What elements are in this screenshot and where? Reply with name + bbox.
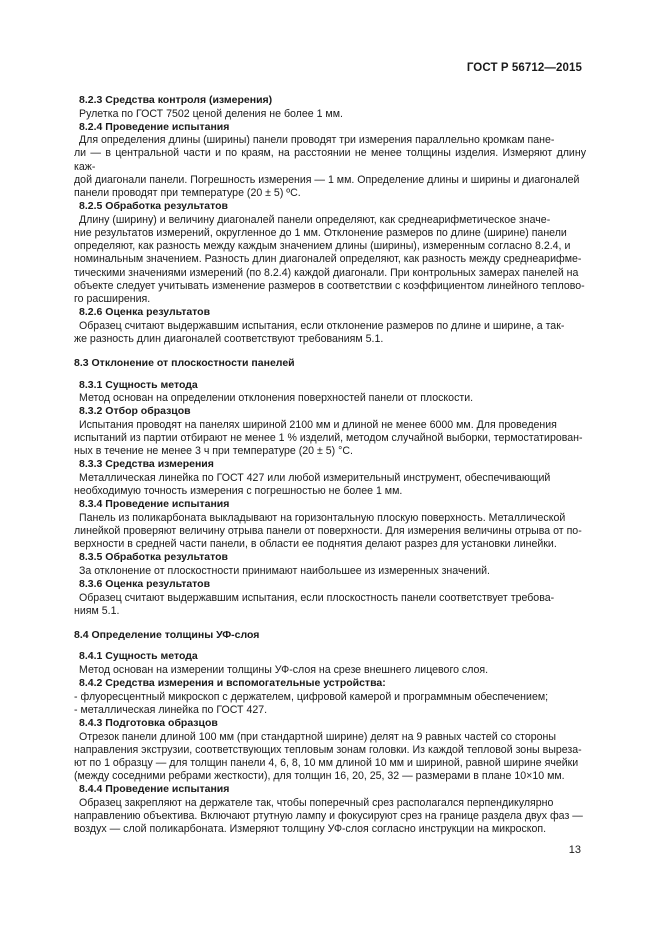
- subsection-heading: 8.4.4 Проведение испытания: [79, 783, 230, 796]
- subsection-heading: 8.3.2 Отбор образцов: [79, 405, 191, 418]
- subsection-heading: 8.4.2 Средства измерения и вспомогательные устройства:: [79, 677, 386, 690]
- subsection-heading: 8.3.4 Проведение испытания: [79, 498, 230, 511]
- subsection-heading: 8.3.6 Оценка результатов: [79, 578, 211, 591]
- subsection-heading: 8.2.6 Оценка результатов: [79, 306, 211, 319]
- paragraph: Для определения длины (ширины) панели проводят три измерения параллельно кромкам пане- ли — в центральной части и по краям, на расстоянии не менее толщины изделия. Измеряют длину каж- дой диагонали панели. Погрешность измерения — 1 мм. Определение длины и ширины и диагоналей панели проводят при температуре (20 ± 5) ºС.: [74, 134, 586, 200]
- paragraph: Металлическая линейка по ГОСТ 427 или любой измерительный инструмент, обеспечивающий необходимую точность измерения с погрешностью не более 1 мм.: [74, 471, 551, 498]
- list-item: - флуоресцентный микроскоп с держателем, цифровой камерой и программным обеспечением;: [74, 690, 549, 703]
- subsection-heading: 8.4.1 Сущность метода: [79, 650, 198, 663]
- subsection-heading: 8.2.4 Проведение испытания: [79, 120, 230, 133]
- subsection-heading: 8.3.3 Средства измерения: [79, 458, 214, 471]
- standard-header: ГОСТ Р 56712—2015: [466, 62, 582, 74]
- section-heading: 8.3 Отклонение от плоскостности панелей: [74, 357, 295, 370]
- section-heading: 8.4 Определение толщины УФ-слоя: [74, 628, 260, 641]
- paragraph: Образец считают выдержавшим испытания, если отклонение размеров по длине и ширине, а так- же разность длин диагоналей соответствуют требованиям 5.1.: [74, 319, 565, 345]
- paragraph: Метод основан на определении отклонения поверхностей панели от плоскости.: [79, 392, 474, 405]
- subsection-heading: 8.4.3 Подготовка образцов: [79, 717, 218, 730]
- subsection-heading: 8.2.3 Средства контроля (измерения): [79, 94, 273, 106]
- paragraph: Образец закрепляют на держателе так, чтобы поперечный срез располагался перпендикулярно направлению объектива. Включают ртутную лампу и фокусируют срез на границе раздела двух фаз — воздух — слой поликарбоната. Измеряют толщину УФ-слоя согласно инструкции на микроскоп.: [74, 796, 583, 836]
- paragraph: Испытания проводят на панелях шириной 2100 мм и длиной не менее 6000 мм. Для проведения испытаний из партии отбирают не менее 1 % изделий, методом случайной выборки, термостатирован- ных в течение не менее 3 ч при температуре (20 ± 5) °С.: [74, 418, 583, 458]
- document-body: [74, 94, 586, 837]
- list-item: - металлическая линейка по ГОСТ 427.: [74, 703, 268, 716]
- page-number: 13: [568, 844, 581, 856]
- paragraph: За отклонение от плоскостности принимают наибольшее из измеренных значений.: [79, 564, 490, 577]
- paragraph: Рулетка по ГОСТ 7502 ценой деления не более 1 мм.: [79, 107, 343, 120]
- paragraph: Длину (ширину) и величину диагоналей панели определяют, как среднеарифметическое значе- ние результатов измерений, округленное до 1 мм. Отклонение размеров по длине (ширине) панели определяют, как разность между каждым значением длины (ширины), измеренным согласно 8.2.4, и номинальным значением. Разность длин диагоналей определяют, как разность между среднеарифме- тическими значениями измерений (по 8.2.4) каждой диагонали. При контрольных замерах панелей на объекте следует учитывать изменение размеров в соответствии с коэффициентом линейного теплово- го расширения.: [74, 213, 585, 305]
- paragraph: Панель из поликарбоната выкладывают на горизонтальную плоскую поверхность. Металлической линейкой проверяют величину отрыва панели от поверхности. Для измерения величины отрыва от по- верхности в средней части панели, в области ее поднятия делают разрез для установки линейки.: [74, 511, 582, 551]
- paragraph: Образец считают выдержавшим испытания, если плоскостность панели соответствует требова- ниям 5.1.: [74, 591, 555, 617]
- subsection-heading: 8.2.5 Обработка результатов: [79, 200, 228, 213]
- subsection-heading: 8.3.5 Обработка результатов: [79, 551, 228, 564]
- paragraph: Отрезок панели длиной 100 мм (при стандартной ширине) делят на 9 равных частей со стороны направления экструзии, соответствующих тепловым зонам головки. Из каждой тепловой зоны выреза- ют по 1 образцу — для толщин панели 4, 6, 8, 10 мм длиной 10 мм и шириной, равной ширине ячейки (между соседними ребрами жесткости), для толщин 16, 20, 25, 32 — размерами в плане 10×10 мм.: [74, 730, 582, 783]
- subsection-heading: 8.3.1 Сущность метода: [79, 378, 198, 391]
- paragraph: Метод основан на измерении толщины УФ-слоя на срезе внешнего лицевого слоя.: [79, 663, 489, 676]
